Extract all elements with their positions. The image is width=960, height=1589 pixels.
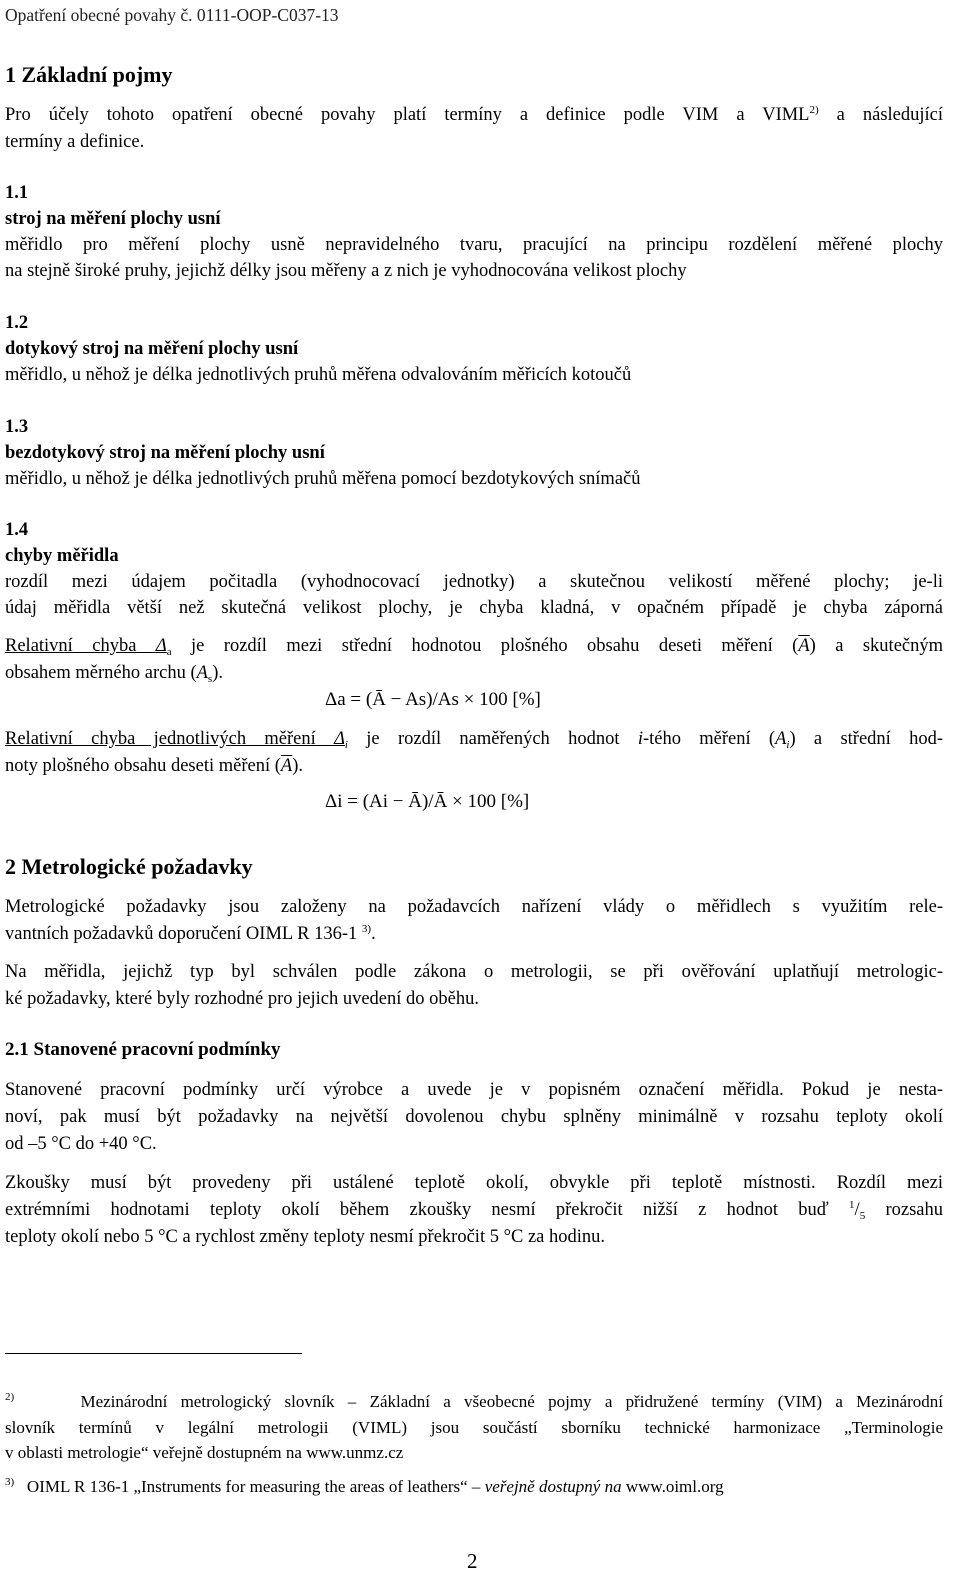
term-definition: rozdíl mezi údajem počitadla (vyhodnocovací jednotky) a skutečnou velikostí měřené plochy; je-li: [5, 572, 943, 592]
relative-error-individual-line-1: Relativní chyba jednotlivých měření $\Delta_i$ je rozdíl naměřených hodnot i-tého měření $(A_i)$ a střední hod-: [5, 729, 944, 751]
paragraph-line: Metrologické požadavky jsou založeny na požadavcích nařízení vlády o měřidlech s využitím rele-: [5, 897, 943, 917]
term-title: dotykový stroj na měření plochy usní: [5, 339, 299, 359]
term-number: 1.1: [5, 183, 29, 203]
term-number: 1.3: [5, 417, 29, 437]
intro-line-2: termíny a definice.: [5, 132, 145, 152]
term-number: 1.2: [5, 313, 29, 333]
term-title: bezdotykový stroj na měření plochy usní: [5, 443, 325, 463]
paragraph-line: teploty okolí nebo 5 °C a rychlost změny teploty nesmí překročit 5 °C za hodinu.: [5, 1227, 606, 1247]
relative-error-line-1: Relativní chyba $\Delta_a$ je rozdíl mezi střední hodnotou plošného obsahu deseti měření $(\overline{A})$ a skutečným: [5, 636, 944, 658]
paragraph-line: Stanovené pracovní podmínky určí výrobce a uvede je v popisném označení měřidla. Pokud je nesta-: [5, 1080, 943, 1100]
paragraph-line: ké požadavky, které byly rozhodné pro jejich uvedení do oběhu.: [5, 989, 479, 1009]
footnote-2: $^{2)}$ Mezinárodní metrologický slovník – Základní a všeobecné pojmy a přidružené termíny (VIM) a Mezinárodní: [5, 1391, 943, 1411]
subsection-2-1-heading: 2.1 Stanovené pracovní podmínky: [5, 1039, 281, 1060]
term-definition: údaj měřidla větší než skutečná velikost plochy, je chyba kladná, v opačném případě je chyba záporná: [5, 598, 943, 618]
paragraph-line: Zkoušky musí být provedeny při ustálené teplotě okolí, obvykle při teplotě místnosti. Rozdíl mezi: [5, 1173, 943, 1193]
footnote-separator: [5, 1353, 302, 1354]
formula-relative-error-individual: Δi = (Ai − Ā)/Ā × 100 [%]: [325, 791, 530, 812]
term-title: stroj na měření plochy usní: [5, 209, 221, 229]
relative-error-link: Relativní chyba $\Delta_a$: [5, 636, 172, 658]
footnote-3: $^{3)}$ OIML R 136-1 „Instruments for measuring the areas of leathers“ – veřejně dostupný na www.oiml.org: [5, 1476, 724, 1496]
paragraph-line: Na měřidla, jejichž typ byl schválen podle zákona o metrologii, se při ověřování uplatňují metrologic-: [5, 962, 943, 982]
term-definition: měřidlo pro měření plochy usně nepravidelného tvaru, pracující na principu rozdělení měřené plochy: [5, 235, 943, 255]
footnote-2-line-3: v oblasti metrologie“ veřejně dostupném na www.unmz.cz: [5, 1443, 404, 1462]
paragraph-line: vantních požadavků doporučení OIML R 136-1 $^{3)}$.: [5, 923, 376, 944]
term-definition: měřidlo, u něhož je délka jednotlivých pruhů měřena pomocí bezdotykových snímačů: [5, 469, 641, 489]
relative-error-line-2: obsahem měrného archu $(A_s)$.: [5, 663, 223, 685]
paragraph-line: noví, pak musí být požadavky na největší dovolenou chybu splněny minimálně v rozsahu teploty okolí: [5, 1107, 943, 1127]
term-definition: na stejně široké pruhy, jejichž délky jsou měřeny a z nich je vyhodnocována velikost plochy: [5, 261, 687, 281]
relative-error-individual-line-2: noty plošného obsahu deseti měření $(\overline{A})$.: [5, 756, 304, 776]
intro-line-1: Pro účely tohoto opatření obecné povahy platí termíny a definice podle VIM a VIML$^{2)}$ a následující: [5, 104, 944, 125]
page-number: 2: [467, 1549, 478, 1573]
relative-error-individual-link: Relativní chyba jednotlivých měření $\Delta_i$: [5, 729, 348, 751]
term-title: chyby měřidla: [5, 546, 119, 566]
term-number: 1.4: [5, 520, 29, 540]
formula-relative-error: Δa = (Ā − As)/As × 100 [%]: [325, 689, 541, 710]
paragraph-line: extrémními hodnotami teploty okolí během zkoušky nesmí překročit nižší z hodnot buď $^1/_5$ rozsahu: [5, 1199, 944, 1222]
section-1-heading: 1 Základní pojmy: [5, 62, 173, 87]
section-2-heading: 2 Metrologické požadavky: [5, 854, 253, 879]
footnote-2-line-2: slovník termínů v legální metrologii (VIML) jsou součástí sborníku technické harmonizace „Terminologie: [5, 1418, 943, 1437]
paragraph-line: od –5 °C do +40 °C.: [5, 1134, 157, 1154]
running-header: Opatření obecné povahy č. 0111-OOP-C037-13: [5, 5, 339, 25]
term-definition: měřidlo, u něhož je délka jednotlivých pruhů měřena odvalováním měřicích kotoučů: [5, 365, 632, 385]
